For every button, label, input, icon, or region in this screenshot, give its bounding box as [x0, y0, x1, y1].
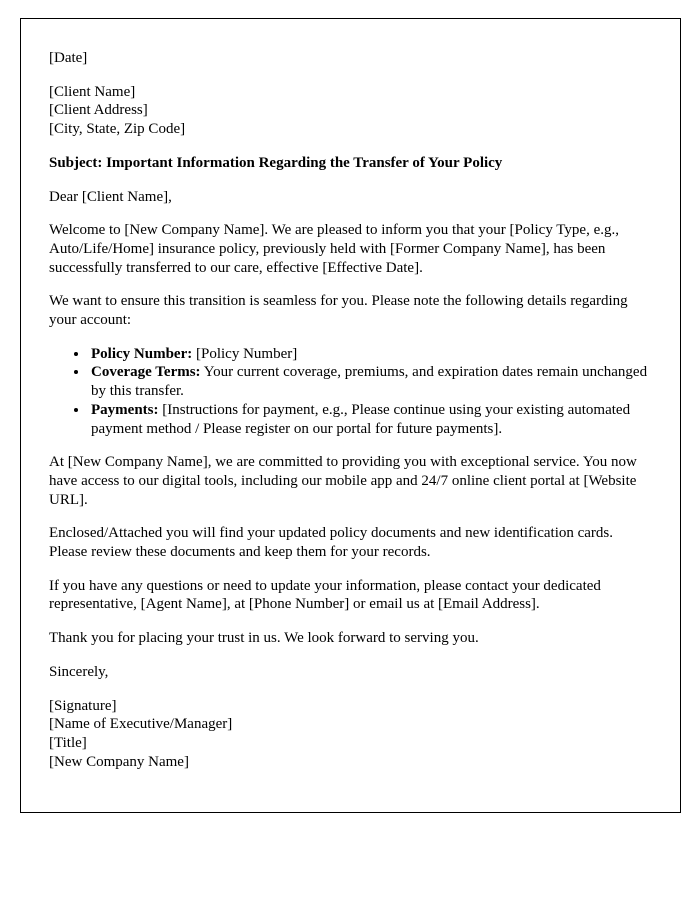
list-item-coverage-terms	[89, 363, 652, 400]
recipient-city-state-zip: [City, State, Zip Code]	[49, 121, 186, 138]
salutation: Dear [Client Name],	[49, 188, 172, 205]
closing: Sincerely,	[49, 663, 109, 680]
paragraph-enclosed: Enclosed/Attached you will find your updated policy documents and new identification cards. Please review these documents and keep them for your records.	[49, 525, 614, 561]
letter-body	[49, 49, 652, 771]
signature: [Signature]	[49, 697, 117, 714]
policy-number-label: Policy Number:	[91, 345, 193, 362]
coverage-terms-value: Your current coverage, premiums, and expiration dates remain unchanged by this transfer.	[91, 364, 648, 400]
payments-value: [Instructions for payment, e.g., Please continue using your existing automated payment method / Please register on our portal for future payments].	[91, 401, 631, 437]
list-item-payments	[89, 401, 652, 438]
paragraph-welcome: Welcome to [New Company Name]. We are pleased to inform you that your [Policy Type, e.g., Auto/Life/Home] insurance policy, previously held with [Former Company Name], has been successfully transferred to our care, effective [Effective Date].	[49, 222, 619, 276]
signature-block	[49, 697, 652, 772]
signatory-title: [Title]	[49, 734, 87, 751]
paragraph-service: At [New Company Name], we are committed to providing you with exceptional service. You now have access to our digital tools, including our mobile app and 24/7 online client portal at [Website URL].	[49, 454, 637, 508]
recipient-name: [Client Name]	[49, 83, 136, 100]
signatory-name: [Name of Executive/Manager]	[49, 716, 233, 733]
signatory-company: [New Company Name]	[49, 753, 189, 770]
letter-date: [Date]	[49, 50, 88, 66]
recipient-address: [Client Address]	[49, 102, 148, 119]
subject-line: Subject: Important Information Regarding the Transfer of Your Policy	[49, 154, 503, 171]
coverage-terms-label: Coverage Terms:	[91, 364, 201, 381]
policy-number-value: [Policy Number]	[195, 345, 298, 362]
paragraph-transition: We want to ensure this transition is seamless for you. Please note the following details regarding your account:	[49, 293, 628, 329]
recipient-block	[49, 83, 652, 139]
letter-page	[20, 18, 681, 813]
list-item-policy-number	[89, 345, 652, 364]
paragraph-questions: If you have any questions or need to update your information, please contact your dedicated representative, [Agent Name], at [Phone Number] or email us at [Email Address].	[49, 577, 601, 613]
paragraph-thanks: Thank you for placing your trust in us. We look forward to serving you.	[49, 630, 479, 647]
payments-label: Payments:	[91, 401, 159, 418]
account-details-list	[49, 345, 652, 439]
